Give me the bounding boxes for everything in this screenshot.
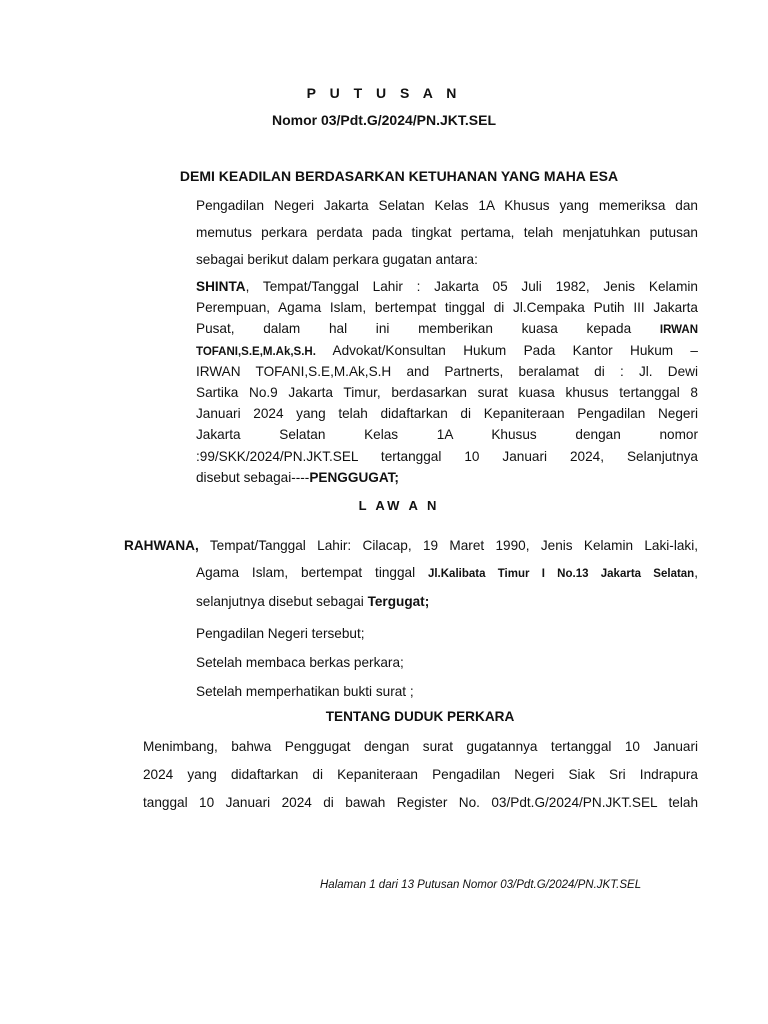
page-footer: Halaman 1 dari 13 Putusan Nomor 03/Pdt.G/2024/PN.JKT.SEL (320, 879, 642, 891)
plaintiff-line: SHINTA, Tempat/Tanggal Lahir : Jakarta 05 Juli 1982, Jenis Kelamin (196, 279, 698, 294)
defendant-line: RAHWANA, Tempat/Tanggal Lahir: Cilacap, 19 Maret 1990, Jenis Kelamin Laki-laki, (124, 538, 698, 553)
menimbang-line: Menimbang, bahwa Penggugat dengan surat gugatannya tertanggal 10 Januari (143, 739, 698, 754)
plaintiff-line: Pusat, dalam hal ini memberikan kuasa kepada IRWAN (196, 321, 698, 337)
defendant-paragraph (196, 563, 698, 619)
justice-heading: DEMI KEADILAN BERDASARKAN KETUHANAN YANG MAHA ESA (179, 168, 619, 184)
intro-line: Pengadilan Negeri Jakarta Selatan Kelas 1A Khusus yang memeriksa dan (196, 198, 698, 213)
plaintiff-line: Perempuan, Agama Islam, bertempat tinggal di Jl.Cempaka Putih III Jakarta (196, 300, 698, 316)
plaintiff-line: Januari 2024 yang telah didaftarkan di Kepaniteraan Pengadilan Negeri (196, 406, 698, 422)
attorney-name: IRWAN (659, 324, 698, 337)
defendant-first-line (124, 536, 698, 563)
defendant-address: Jl.Kalibata Timur I No.13 Jakarta Selatan (427, 568, 695, 580)
plaintiff-line: TOFANI,S.E,M.Ak,S.H. Advokat/Konsultan Hukum Pada Kantor Hukum – (196, 342, 698, 358)
section-heading: TENTANG DUDUK PERKARA (325, 709, 515, 724)
defendant-line: Agama Islam, bertempat tinggal Jl.Kalibata Timur I No.13 Jakarta Selatan, (196, 565, 698, 580)
intro-line: memutus perkara perdata pada tingkat pertama, telah menjatuhkan putusan (196, 225, 698, 240)
intro-paragraph (196, 196, 698, 277)
defendant-label: Tergugat; (367, 594, 430, 609)
consideration-item: Setelah membaca berkas perkara; (196, 655, 404, 670)
attorney-title: TOFANI,S.E,M.Ak,S.H. (196, 345, 316, 358)
plaintiff-line: disebut sebagai----PENGGUGAT; (196, 469, 399, 485)
menimbang-paragraph (143, 737, 698, 821)
defendant-line: selanjutnya disebut sebagai Tergugat; (196, 594, 430, 609)
document-title: P U T U S A N (306, 85, 462, 101)
considerations-list (196, 624, 698, 711)
case-number: Nomor 03/Pdt.G/2024/PN.JKT.SEL (271, 112, 497, 128)
consideration-item: Setelah memperhatikan bukti surat ; (196, 684, 414, 699)
plaintiff-line: Sartika No.9 Jakarta Timur, berdasarkan surat kuasa khusus tertanggal 8 (196, 384, 698, 400)
plaintiff-line: :99/SKK/2024/PN.JKT.SEL tertanggal 10 Januari 2024, Selanjutnya (196, 448, 698, 464)
plaintiff-paragraph (196, 277, 698, 489)
plaintiff-line: IRWAN TOFANI,S.E,M.Ak,S.H and Partnerts, beralamat di : Jl. Dewi (196, 363, 698, 379)
plaintiff-name: SHINTA (196, 279, 246, 294)
consideration-item: Pengadilan Negeri tersebut; (196, 626, 365, 641)
defendant-name: RAHWANA, (124, 538, 199, 553)
menimbang-line: 2024 yang didaftarkan di Kepaniteraan Pengadilan Negeri Siak Sri Indrapura (143, 767, 698, 782)
plaintiff-line: Jakarta Selatan Kelas 1A Khusus dengan nomor (196, 427, 698, 443)
plaintiff-label: PENGGUGAT; (309, 469, 399, 485)
versus-heading: L AW A N (358, 498, 440, 513)
menimbang-line: tanggal 10 Januari 2024 di bawah Register No. 03/Pdt.G/2024/PN.JKT.SEL telah (143, 795, 698, 810)
intro-line: sebagai berikut dalam perkara gugatan antara: (196, 252, 478, 267)
